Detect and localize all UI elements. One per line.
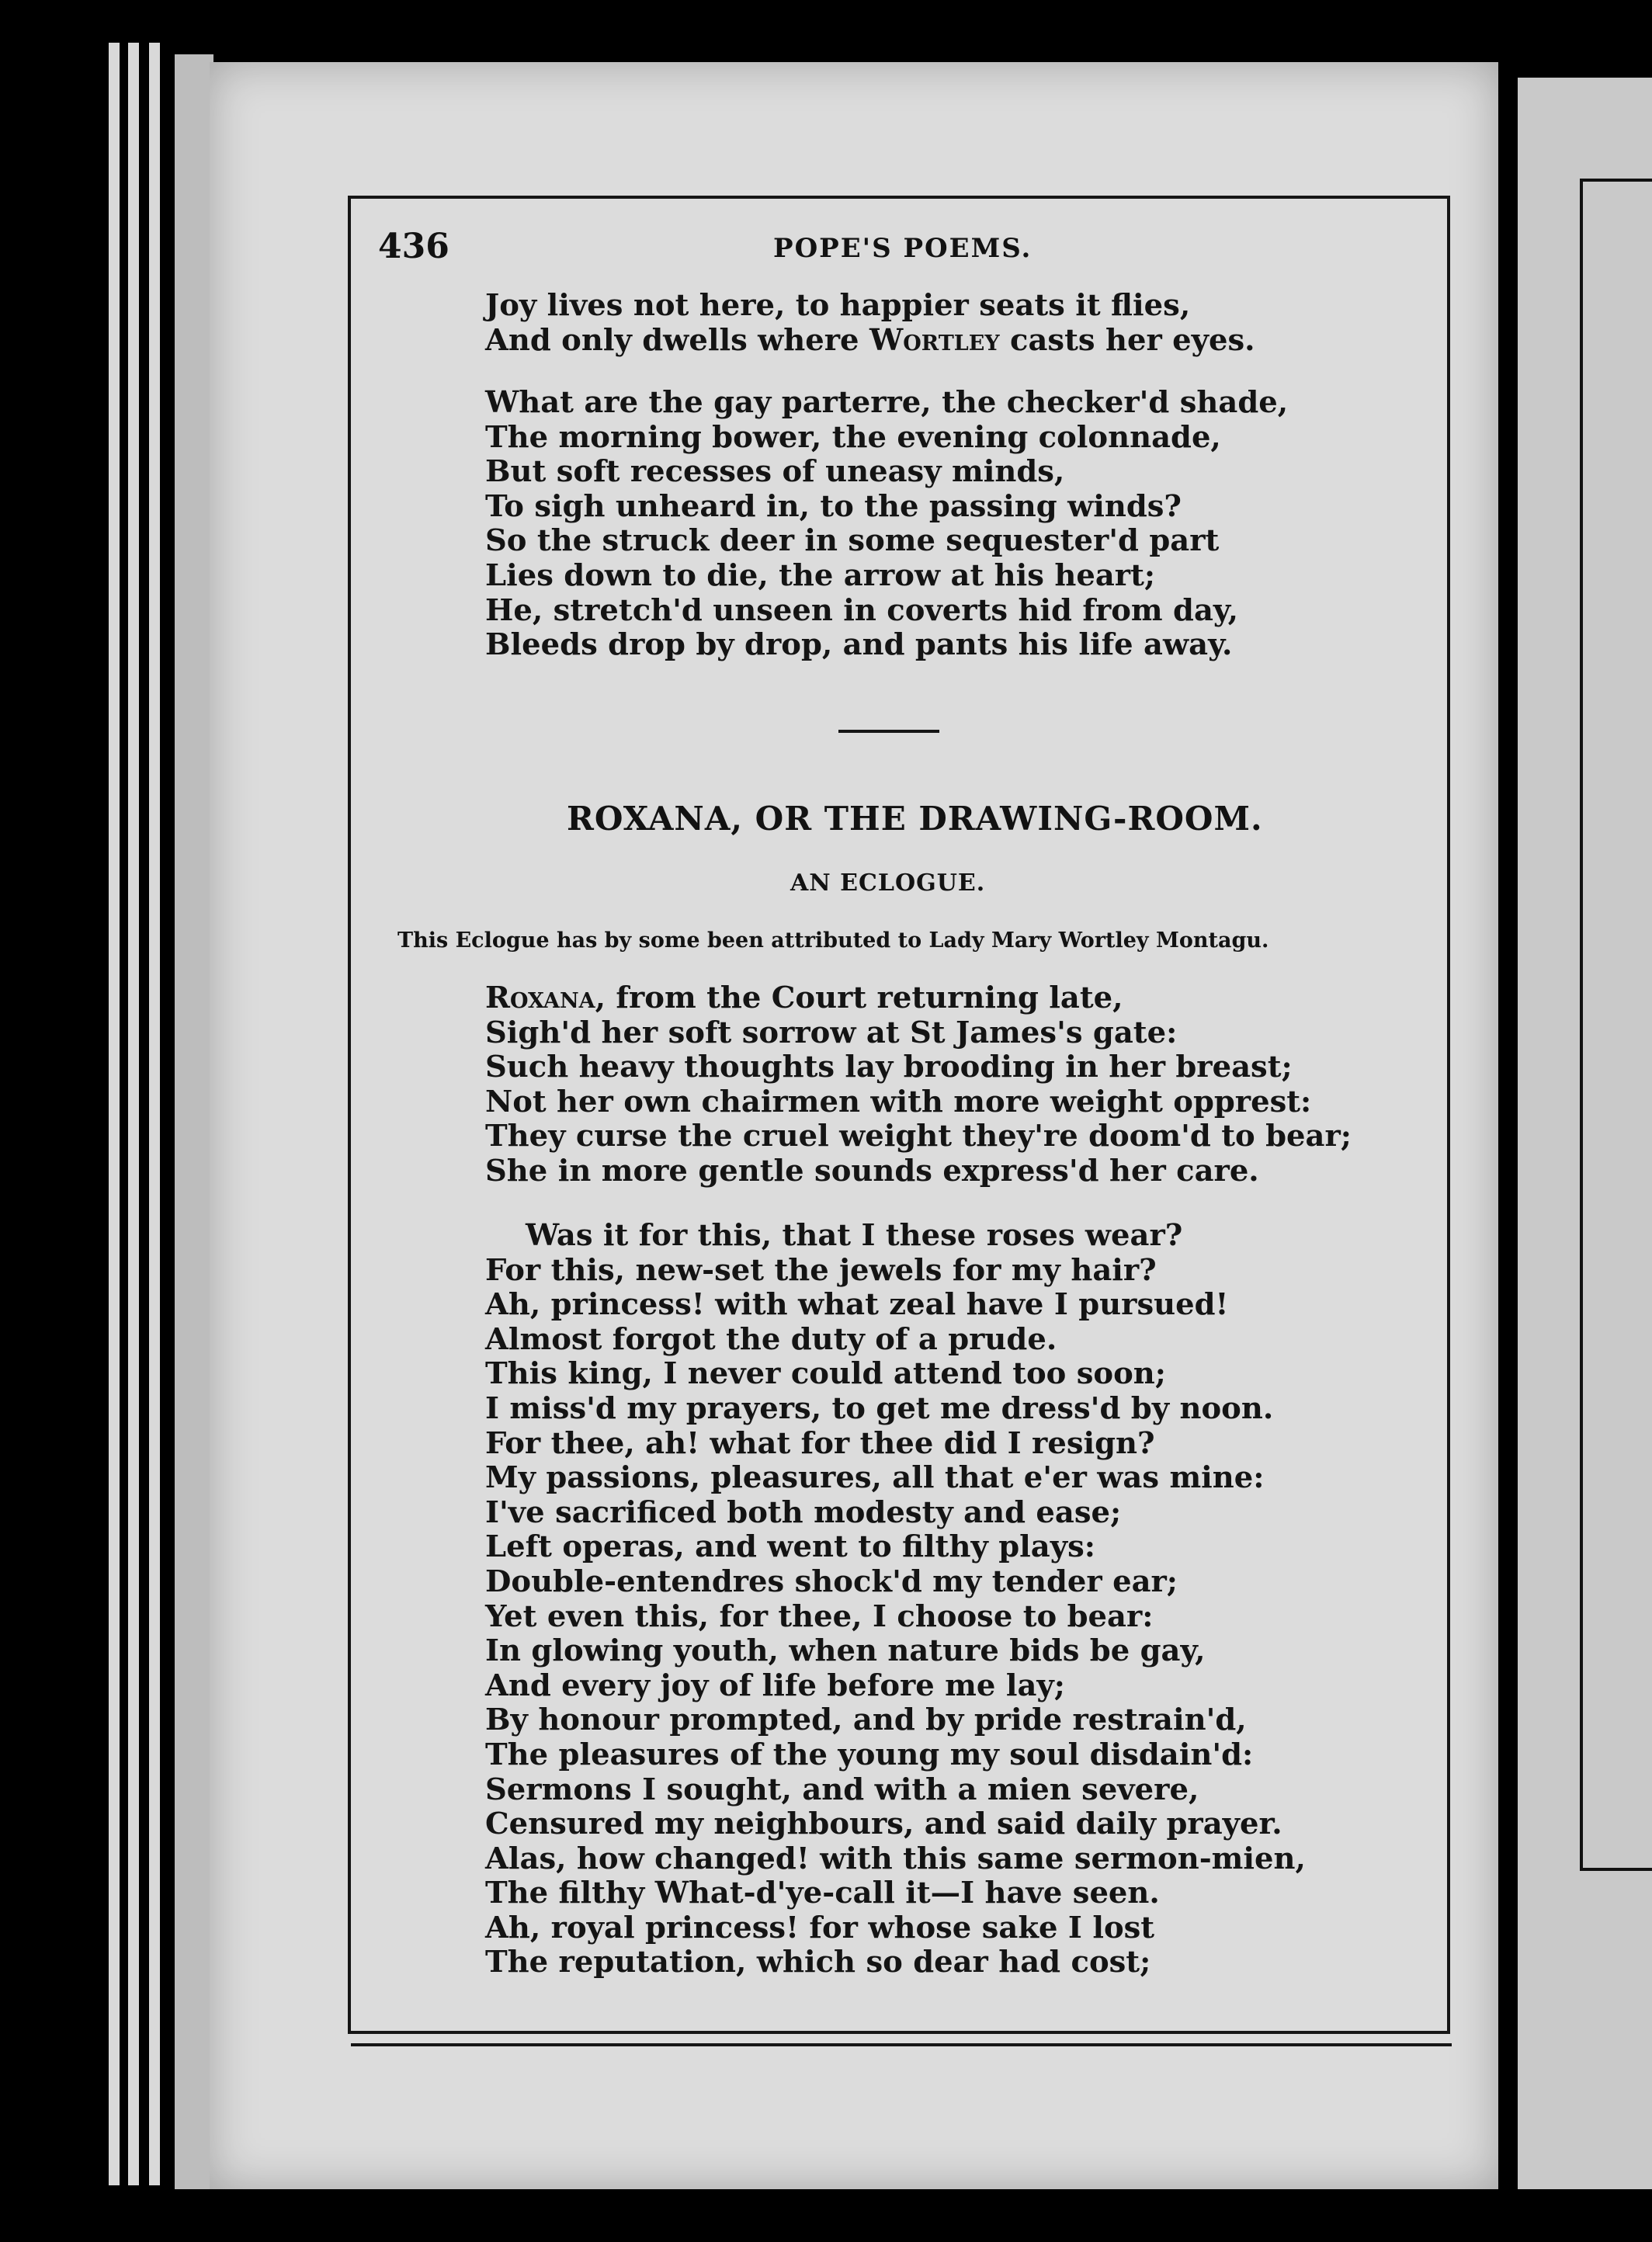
verse-line: Roxana, from the Court returning late,: [485, 980, 1123, 1015]
stanza-2: [485, 386, 1288, 663]
verse-line: Joy lives not here, to happier seats it flies,: [485, 288, 1191, 323]
verse-line: By honour prompted, and by pride restrain'd,: [485, 1702, 1247, 1738]
section-divider-rule: [838, 730, 939, 733]
verse-line: I miss'd my prayers, to get me dress'd by noon.: [485, 1390, 1274, 1426]
verse-line: Lies down to die, the arrow at his heart;: [485, 557, 1156, 593]
text-frame-double-rule: [351, 2043, 1452, 2046]
verse-line: The pleasures of the young my soul disdain'd:: [485, 1737, 1254, 1772]
page-edge: [128, 43, 139, 2185]
verse-line: Almost forgot the duty of a prude.: [485, 1321, 1057, 1357]
verse-line: My passions, pleasures, all that e'er was mine:: [485, 1460, 1265, 1496]
verse-line: And only dwells where Wortley casts her eyes.: [485, 322, 1255, 358]
stanza-1: [485, 289, 1255, 358]
poem-subtitle: AN ECLOGUE.: [790, 869, 986, 897]
name-roxana: Roxana: [485, 980, 595, 1015]
verse-line: I've sacrificed both modesty and ease;: [485, 1494, 1122, 1530]
verse-line: For thee, ah! what for thee did I resign?: [485, 1425, 1155, 1461]
verse-line: Such heavy thoughts lay brooding in her breast;: [485, 1050, 1293, 1085]
verse-line: Bleeds drop by drop, and pants his life away.: [485, 627, 1233, 663]
verse-line: Left operas, and went to filthy plays:: [485, 1529, 1095, 1565]
verse-line: And every joy of life before me lay;: [485, 1668, 1065, 1703]
verse-line: They curse the cruel weight they're doom'd to bear;: [485, 1119, 1352, 1154]
verse-line: For this, new-set the jewels for my hair?: [485, 1252, 1157, 1288]
verse-line: In glowing youth, when nature bids be gay,: [485, 1633, 1206, 1669]
verse-line: Yet even this, for thee, I choose to bear:: [485, 1598, 1154, 1634]
verse-line: So the struck deer in some sequester'd part: [485, 523, 1220, 559]
verse-line: What are the gay parterre, the checker'd shade,: [485, 385, 1289, 420]
verse-line: Censured my neighbours, and said daily prayer.: [485, 1806, 1282, 1842]
verse-line: This king, I never could attend too soon;: [485, 1356, 1166, 1392]
page-number: 436: [378, 227, 449, 266]
verse-line: He, stretch'd unseen in coverts hid from day,: [485, 592, 1239, 628]
facing-page-frame: [1580, 179, 1652, 1871]
verse-line: The morning bower, the evening colonnade,: [485, 419, 1221, 455]
verse-line: But soft recesses of uneasy minds,: [485, 454, 1065, 490]
verse-line: Ah, princess! with what zeal have I pursued!: [485, 1287, 1229, 1323]
verse-line: Not her own chairmen with more weight opprest:: [485, 1084, 1312, 1119]
page-edge: [109, 43, 120, 2185]
page-edge: [149, 43, 160, 2185]
poem-title: ROXANA, OR THE DRAWING-ROOM.: [567, 800, 1263, 838]
stanza-3: [485, 981, 1352, 1189]
verse-line: Alas, how changed! with this same sermon-mien,: [485, 1841, 1306, 1876]
attribution-note: This Eclogue has by some been attributed to Lady Mary Wortley Montagu.: [397, 928, 1269, 953]
verse-line: To sigh unheard in, to the passing winds?: [485, 488, 1182, 524]
verse-line: Was it for this, that I these roses wear?: [526, 1218, 1183, 1253]
verse-line: Ah, royal princess! for whose sake I lost: [485, 1910, 1155, 1945]
verse-line: The filthy What-d'ye-call it—I have seen.: [485, 1876, 1160, 1911]
page-gutter-shadow: [175, 54, 213, 2189]
verse-line: Double-entendres shock'd my tender ear;: [485, 1564, 1178, 1599]
verse-line: She in more gentle sounds express'd her care.: [485, 1153, 1259, 1189]
name-wortley: Wortley: [869, 322, 1000, 358]
running-head: POPE'S POEMS.: [773, 233, 1032, 264]
verse-line: The reputation, which so dear had cost;: [485, 1945, 1151, 1980]
stanza-4: [485, 1219, 1306, 1980]
verse-line: Sermons I sought, and with a mien severe,: [485, 1772, 1199, 1807]
verse-line: Sigh'd her soft sorrow at St James's gate:: [485, 1015, 1178, 1050]
